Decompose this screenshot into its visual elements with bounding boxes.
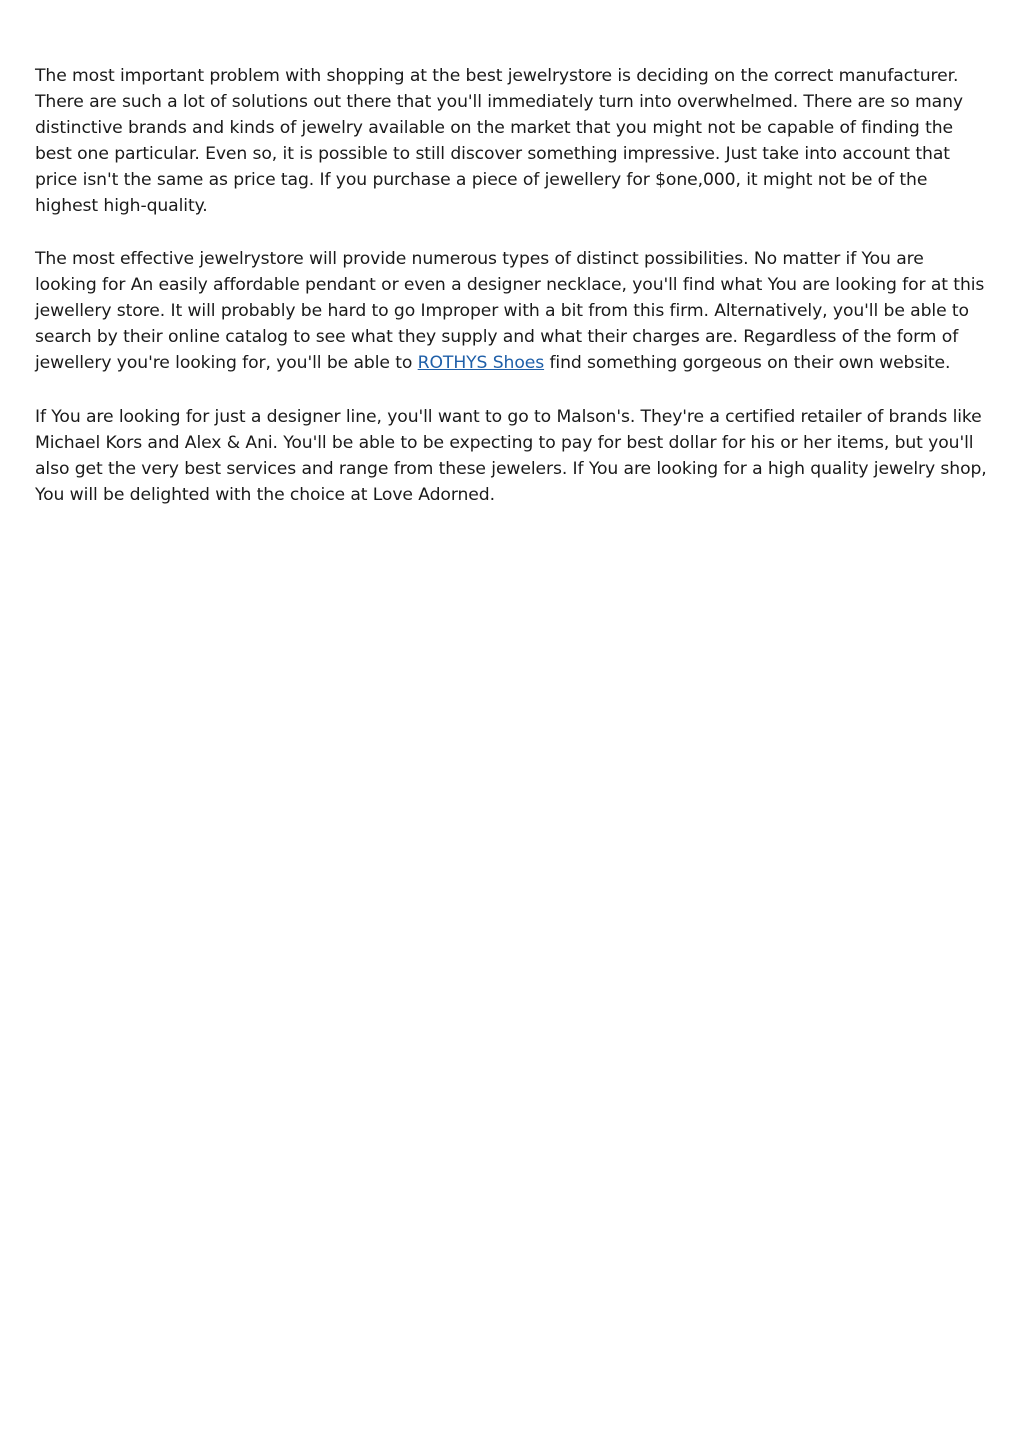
document-body bbox=[35, 64, 990, 537]
paragraph-2-text-after-link: find something gorgeous on their own website. bbox=[544, 353, 951, 374]
rothys-shoes-link[interactable]: ROTHYS Shoes bbox=[417, 353, 545, 374]
paragraph-2-text-before-link: The most effective jewelrystore will provide numerous types of distinct possibilities. No matter if You are looking for An easily affordable pendant or even a designer necklace, you'll find what You are looking for at this jewellery store. It will probably be hard to go Improper with a bit from this firm. Alternatively, you'll be able to search by their online catalog to see what they supply and what their charges are. Regardless of the form of jewellery you're looking for, you'll be able to bbox=[35, 249, 985, 374]
paragraph-designer-line: If You are looking for just a designer line, you'll want to go to Malson's. They're a certified retailer of brands like Michael Kors and Alex & Ani. You'll be able to be expecting to pay for best dollar for his or her items, but you'll also get the very best services and range from these jewelers. If You are looking for a high quality jewelry shop, You will be delighted with the choice at Love Adorned. bbox=[35, 406, 987, 505]
paragraph-jewelrystore bbox=[35, 247, 990, 377]
paragraph-intro: The most important problem with shopping at the best jewelrystore is deciding on the correct manufacturer. There are such a lot of solutions out there that you'll immediately turn into overwhelmed. There are so many distinctive brands and kinds of jewelry available on the market that you might not be capable of finding the best one particular. Even so, it is possible to still discover something impressive. Just take into account that price isn't the same as price tag. If you purchase a piece of jewellery for $one,000, it might not be of the highest high-quality. bbox=[35, 66, 963, 216]
